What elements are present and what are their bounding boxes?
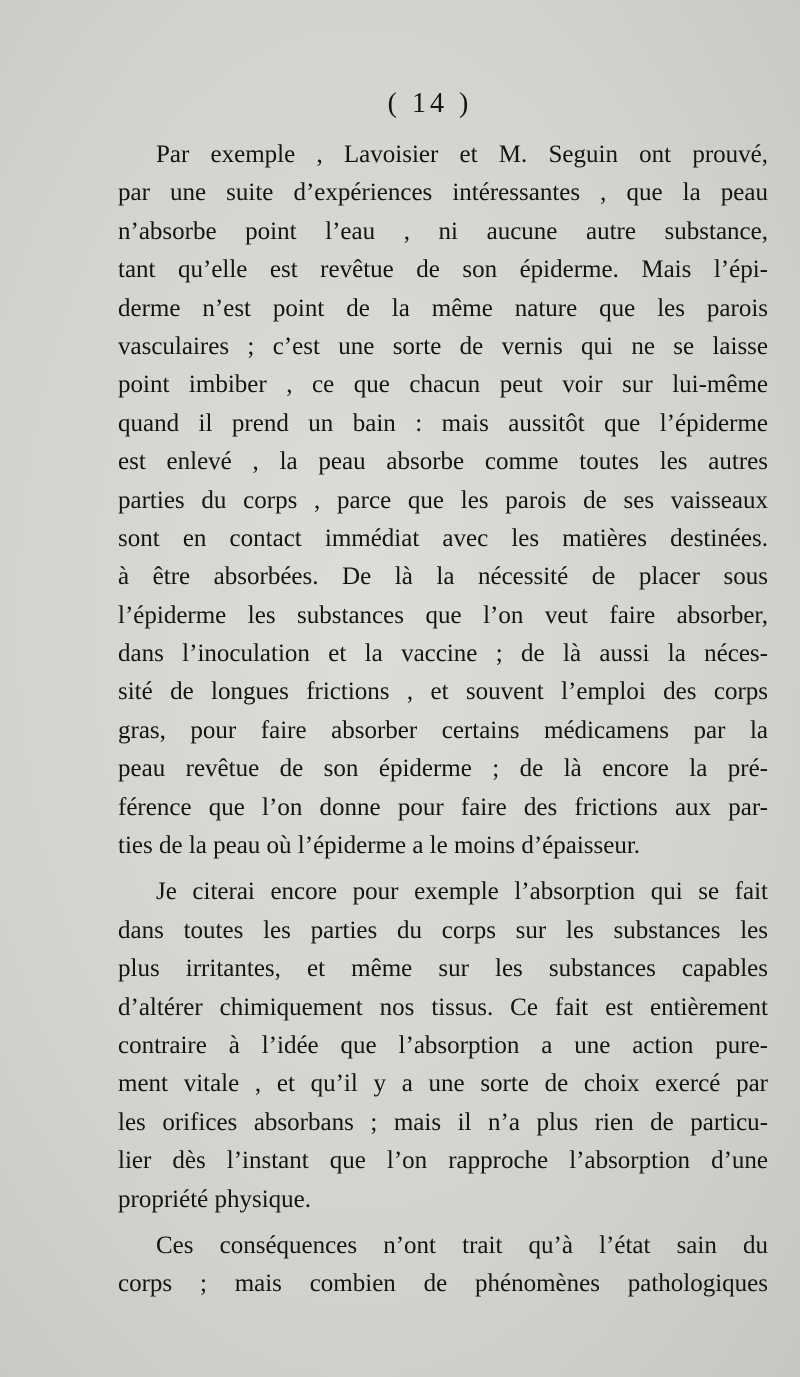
text-line: Ces conséquences n’ont trait qu’à l’état sain du bbox=[156, 1231, 768, 1259]
paragraph bbox=[118, 136, 768, 865]
text-line: propriété physique. bbox=[118, 1185, 312, 1213]
text-line: est enlevé , la peau absorbe comme toutes les autres bbox=[118, 448, 768, 476]
text-line: Par exemple , Lavoisier et M. Seguin ont prouvé, bbox=[156, 141, 768, 168]
page-number: ( 14 ) bbox=[387, 88, 473, 119]
text-line: gras, pour faire absorber certains médicamens par la bbox=[118, 716, 768, 744]
text-line: par une suite d’expériences intéressantes , que la peau bbox=[118, 179, 768, 207]
text-line: Je citerai encore pour exemple l’absorption qui se fait bbox=[156, 878, 768, 906]
text-line: derme n’est point de la même nature que les parois bbox=[118, 294, 768, 322]
text-line: les orifices absorbans ; mais il n’a plus rien de particu- bbox=[118, 1108, 768, 1136]
text-line: tant qu’elle est revêtue de son épiderme. Mais l’épi- bbox=[118, 256, 768, 284]
text-line: d’altérer chimiquement nos tissus. Ce fait est entièrement bbox=[118, 993, 768, 1021]
text-line: sont en contact immédiat avec les matières destinées. bbox=[118, 524, 768, 552]
text-line: quand il prend un bain : mais aussitôt que l’épiderme bbox=[118, 409, 768, 437]
text-line: sité de longues frictions , et souvent l’emploi des corps bbox=[118, 678, 768, 706]
paragraph-gap bbox=[118, 865, 768, 873]
text-line: dans l’inoculation et la vaccine ; de là aussi la néces- bbox=[118, 640, 768, 668]
paragraph bbox=[118, 1227, 768, 1304]
text-line: plus irritantes, et même sur les substances capables bbox=[118, 955, 768, 983]
text-line: point imbiber , ce que chacun peut voir sur lui-même bbox=[118, 371, 768, 399]
text-line: férence que l’on donne pour faire des frictions aux par- bbox=[118, 793, 768, 821]
text-line: parties du corps , parce que les parois de ses vaisseaux bbox=[118, 486, 768, 514]
text-line: l’épiderme les substances que l’on veut faire absorber, bbox=[118, 601, 768, 629]
paragraph-gap bbox=[118, 1219, 768, 1227]
text-line: à être absorbées. De là la nécessité de placer sous bbox=[118, 563, 768, 591]
paragraph bbox=[118, 873, 768, 1219]
text-line: n’absorbe point l’eau , ni aucune autre substance, bbox=[118, 217, 768, 245]
text-line: contraire à l’idée que l’absorption a une action pure- bbox=[118, 1031, 768, 1059]
text-line: peau revêtue de son épiderme ; de là encore la pré- bbox=[118, 755, 768, 783]
text-line: ties de la peau où l’épiderme a le moins d’épaisseur. bbox=[118, 832, 641, 860]
body-text bbox=[118, 136, 768, 1304]
text-line: dans toutes les parties du corps sur les substances les bbox=[118, 916, 768, 944]
text-line: lier dès l’instant que l’on rapproche l’absorption d’une bbox=[118, 1147, 768, 1175]
text-line: corps ; mais combien de phénomènes pathologiques bbox=[118, 1270, 768, 1298]
text-line: ment vitale , et qu’il y a une sorte de choix exercé par bbox=[118, 1070, 768, 1098]
text-line: vasculaires ; c’est une sorte de vernis qui ne se laisse bbox=[118, 332, 768, 360]
